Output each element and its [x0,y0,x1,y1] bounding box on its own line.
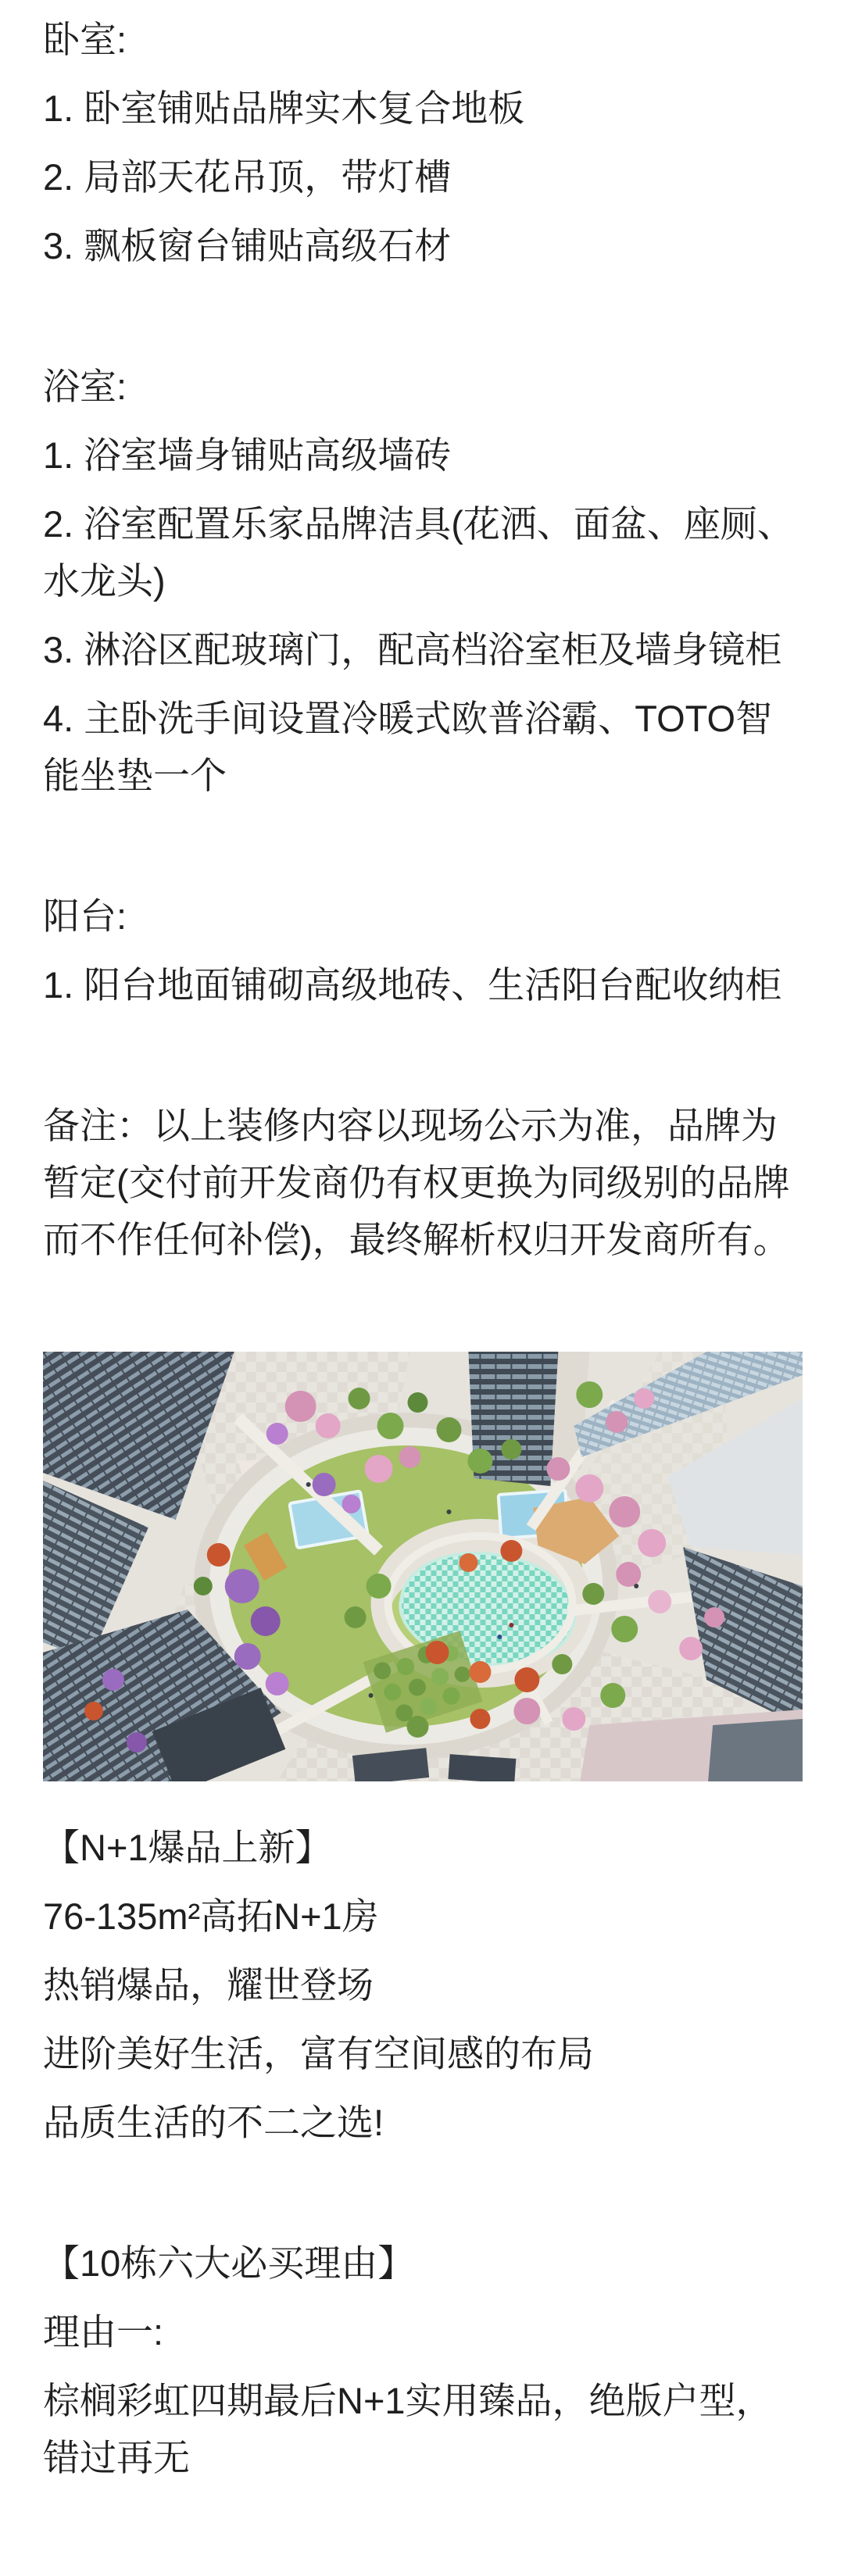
bedroom-item-2: 2. 局部天花吊顶，带灯槽 [43,156,452,198]
promo-heading: 【N+1爆品上新】 [43,1827,332,1868]
bathroom-item-4: 4. 主卧洗手间设置冷暖式欧普浴霸、TOTO智能坐垫一个 [43,698,773,796]
courtyard-aerial-figure [43,1352,803,1781]
bedroom-item-1: 1. 卧室铺贴品牌实木复合地板 [43,88,525,129]
remark-paragraph: 备注：以上装修内容以现场公示为准，品牌为暂定(交付前开发商仍有权更换为同级别的品牌而不作任何补偿)，最终解析权归开发商所有。 [43,1105,790,1260]
reasons-heading: 【10栋六大必买理由】 [43,2242,415,2284]
courtyard-aerial-graphic [43,1352,803,1781]
bedroom-heading: 卧室: [43,19,127,60]
promo-line-2: 热销爆品，耀世登场 [43,1964,374,2006]
reason-one-label: 理由一: [43,2311,164,2353]
balcony-item-1: 1. 阳台地面铺砌高级地砖、生活阳台配收纳柜 [43,964,782,1006]
balcony-heading: 阳台: [43,895,127,937]
bedroom-item-3: 3. 飘板窗台铺贴高级石材 [43,225,452,266]
bathroom-heading: 浴室: [43,366,127,407]
bathroom-item-3: 3. 淋浴区配玻璃门，配高档浴室柜及墙身镜柜 [43,629,782,670]
promo-line-3: 进阶美好生活，富有空间感的布局 [43,2033,594,2074]
reason-one-text: 棕榈彩虹四期最后N+1实用臻品，绝版户型，错过再无 [43,2380,773,2478]
promo-line-1: 76-135m²高拓N+1房 [43,1895,379,1937]
promo-line-4: 品质生活的不二之选! [43,2102,384,2143]
bathroom-item-2: 2. 浴室配置乐家品牌洁具(花洒、面盆、座厕、水龙头) [43,503,794,602]
bathroom-item-1: 1. 浴室墙身铺贴高级墙砖 [43,434,452,476]
